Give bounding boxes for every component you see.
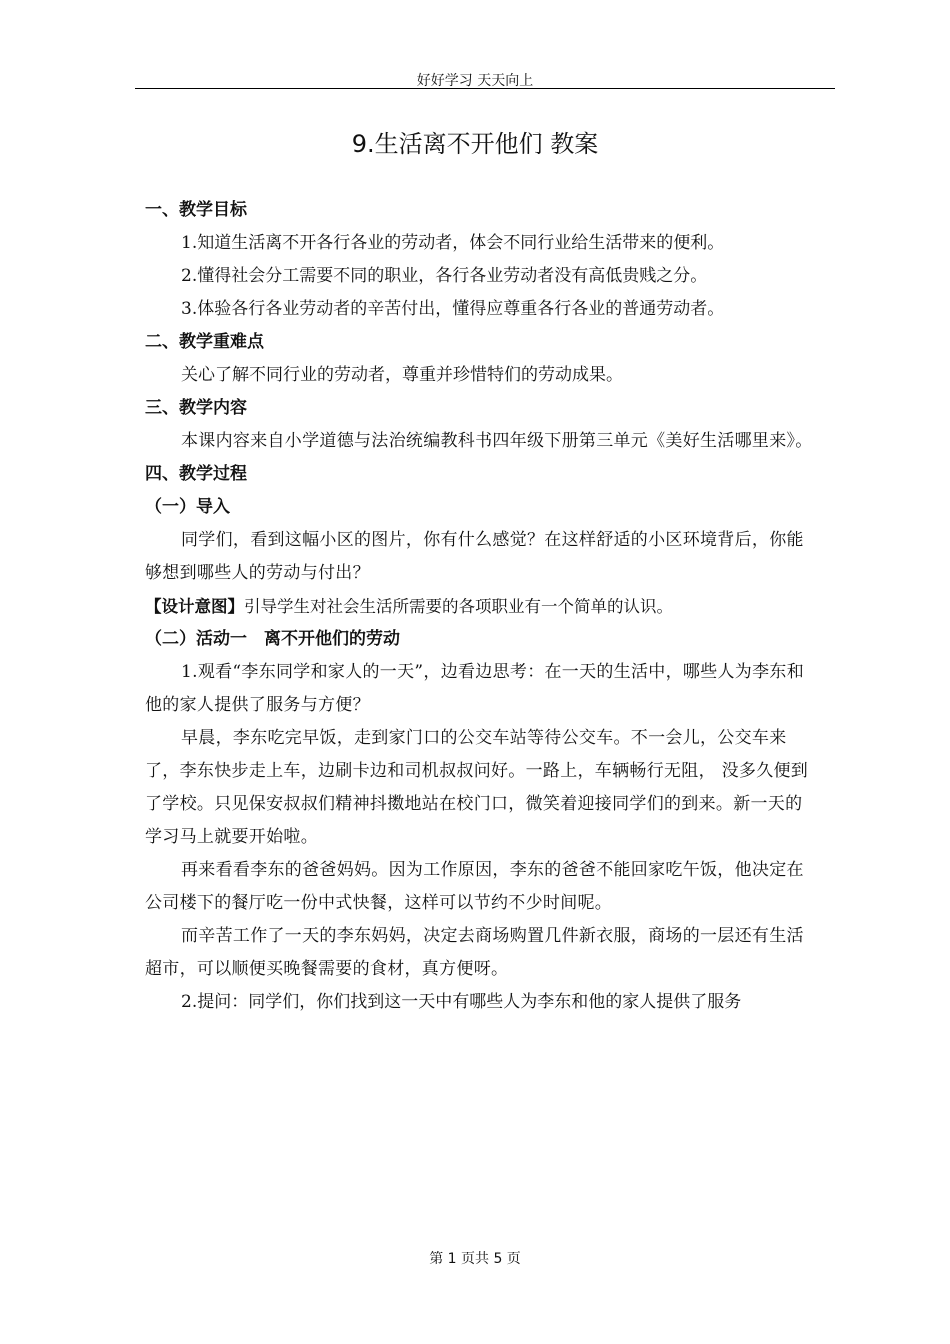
section-heading-key-points: 二、教学重难点 [145,332,264,352]
objective-item: 2.懂得社会分工需要不同的职业，各行各业劳动者没有高低贵贱之分。 [181,266,708,286]
page-footer: 第 1 页共 5 页 [429,1251,521,1267]
activity-paragraph: 再来看看李东的爸爸妈妈。因为工作原因，李东的爸爸不能回家吃午饭，他决定在公司楼下的餐厅吃一份中式快餐，这样可以节约不少时间呢。 [145,860,804,913]
activity-paragraph: 而辛苦工作了一天的李东妈妈，决定去商场购置几件新衣服，商场的一层还有生活超市，可以顺便买晚餐需要的食材，真方便呀。 [145,926,804,979]
design-intent [145,590,817,623]
content-text: 本课内容来自小学道德与法治统编教科书四年级下册第三单元《美好生活哪里来》。 [181,431,813,451]
design-intent-label: 【设计意图】 [145,597,244,616]
key-points-text: 关心了解不同行业的劳动者，尊重并珍惜特们的劳动成果。 [181,365,623,385]
activity-paragraph: 2.提问：同学们，你们找到这一天中有哪些人为李东和他的家人提供了服务 [181,992,742,1012]
document-title: 9.生活离不开他们 教案 [351,130,599,158]
objective-item: 1.知道生活离不开各行各业的劳动者，体会不同行业给生活带来的便利。 [181,233,725,253]
design-intent-text: 引导学生对社会生活所需要的各项职业有一个简单的认识。 [244,597,673,616]
intro-text: 同学们，看到这幅小区的图片，你有什么感觉？在这样舒适的小区环境背后，你能够想到哪些人的劳动与付出？ [145,530,804,583]
page-header: 好好学习 天天向上 [416,73,534,89]
section-heading-objectives: 一、教学目标 [145,200,247,220]
activity-paragraph: 早晨，李东吃完早饭，走到家门口的公交车站等待公交车。不一会儿，公交车来了，李东快步走上车，边刷卡边和司机叔叔问好。一路上，车辆畅行无阻， 没多久便到了学校。只见保安叔叔们精神抖擞地站在校门口，微笑着迎接同学们的到来。新一天的学习马上就要开始啦。 [145,728,809,847]
objective-item: 3.体验各行各业劳动者的辛苦付出，懂得应尊重各行各业的普通劳动者。 [181,299,725,319]
section-heading-process: 四、教学过程 [145,464,247,484]
subsection-heading-intro: （一）导入 [145,497,230,517]
subsection-heading-activity1: （二）活动一 离不开他们的劳动 [145,629,400,649]
document-body [145,194,817,1019]
section-heading-content: 三、教学内容 [145,398,247,418]
activity-paragraph: 1.观看“李东同学和家人的一天”，边看边思考：在一天的生活中，哪些人为李东和他的家人提供了服务与方便？ [145,662,804,715]
header-divider [135,88,835,89]
